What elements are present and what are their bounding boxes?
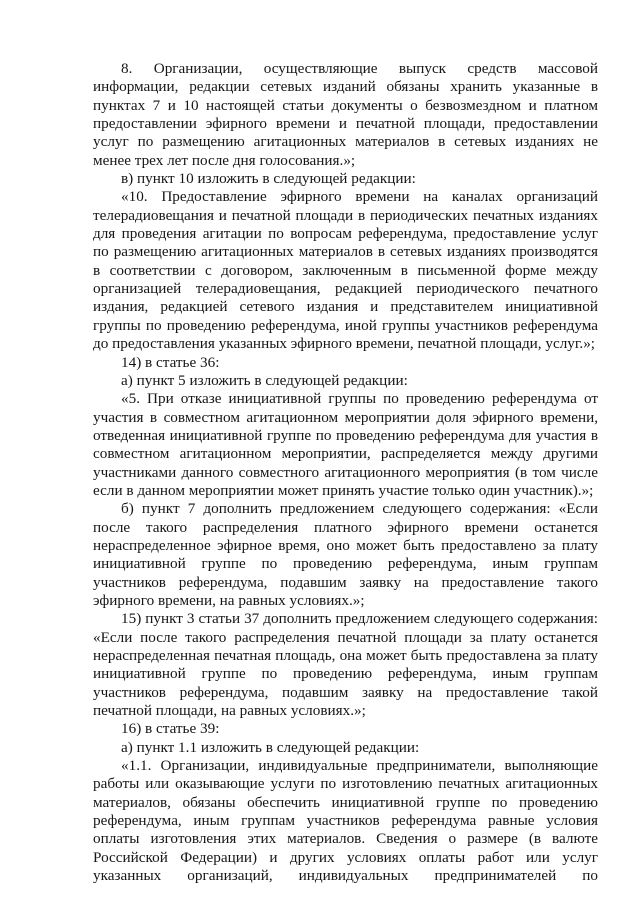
paragraph-14-article-36: 14) в статье 36: [121,353,220,371]
paragraph-15-article-37: 15) пункт 3 статьи 37 дополнить предложением следующего содержания: «Если после такого распределения печатной площади за плату останется нераспределенная печатная площадь, она может быть предоставлена за плату инициативной группе по проведению референдума, иным группам участников референдума, подавшим заявку на предоставление такой печатной площади, на равных условиях.»; [93,610,598,720]
paragraph-8-storage: 8. Организации, осуществляющие выпуск средств массовой информации, редакции сетевых изданий обязаны хранить указанные в пунктах 7 и 10 настоящей статьи документы о безвозмездном и платном предоставлении эфирного времени и печатной площади, предоставлении услуг по размещению агитационных материалов в сетевых изданиях не менее трех лет после дня голосования.»; [93,60,598,169]
paragraph-5-refusal: «5. При отказе инициативной группы по проведению референдума от участия в совместном агитационном мероприятии доля эфирного времени, отведенная инициативной группе по проведению референдума для участия в совместном агитационном мероприятии, распределяется между другими участниками данного совместного агитационного мероприятия (в том числе если в данном мероприятии может принять участие только один участник).»; [93,390,598,499]
paragraph-16-article-39: 16) в статье 39: [121,720,220,738]
paragraph-10-airtime-contract: «10. Предоставление эфирного времени на каналах организаций телерадиовещания и печатной площади в периодических печатных изданиях для проведения агитации по вопросам референдума, предоставление услуг по размещению агитационных материалов в сетевых изданиях производятся в соответствии с договором, заключенным в письменной форме между организацией телерадиовещания, редакцией периодического печатного издания, редакцией сетевого издания и представителем инициативной группы по проведению референдума, иной группы участников референдума до предоставления указанных эфирного времени, печатной площади, услуг.»; [93,188,598,353]
paragraph-a-point-5: а) пункт 5 изложить в следующей редакции: [121,371,408,389]
paragraph-v-point-10: в) пункт 10 изложить в следующей редакции: [121,170,416,188]
paragraph-a-point-1-1: а) пункт 1.1 изложить в следующей редакции: [121,738,420,756]
paragraph-1-1-printing-materials: «1.1. Организации, индивидуальные предприниматели, выполняющие работы или оказывающие услуги по изготовлению печатных агитационных материалов, обязаны обеспечить инициативной группе по проведению референдума, иным группам участников референдума равные условия оплаты изготовления этих материалов. Сведения о размере (в валюте Российской Федерации) и других условиях оплаты работ или услуг указанных организаций, индивидуальных предпринимателей по [93,757,598,885]
paragraph-b-point-7: б) пункт 7 дополнить предложением следующего содержания: «Если после такого распределения платного эфирного времени останется нераспределенное эфирное время, оно может быть предоставлено за плату инициативной группе по проведению референдума, иным группам участников референдума, подавшим заявку на предоставление такого эфирного времени, на равных условиях.»; [93,500,598,609]
document-text-block [93,60,598,885]
